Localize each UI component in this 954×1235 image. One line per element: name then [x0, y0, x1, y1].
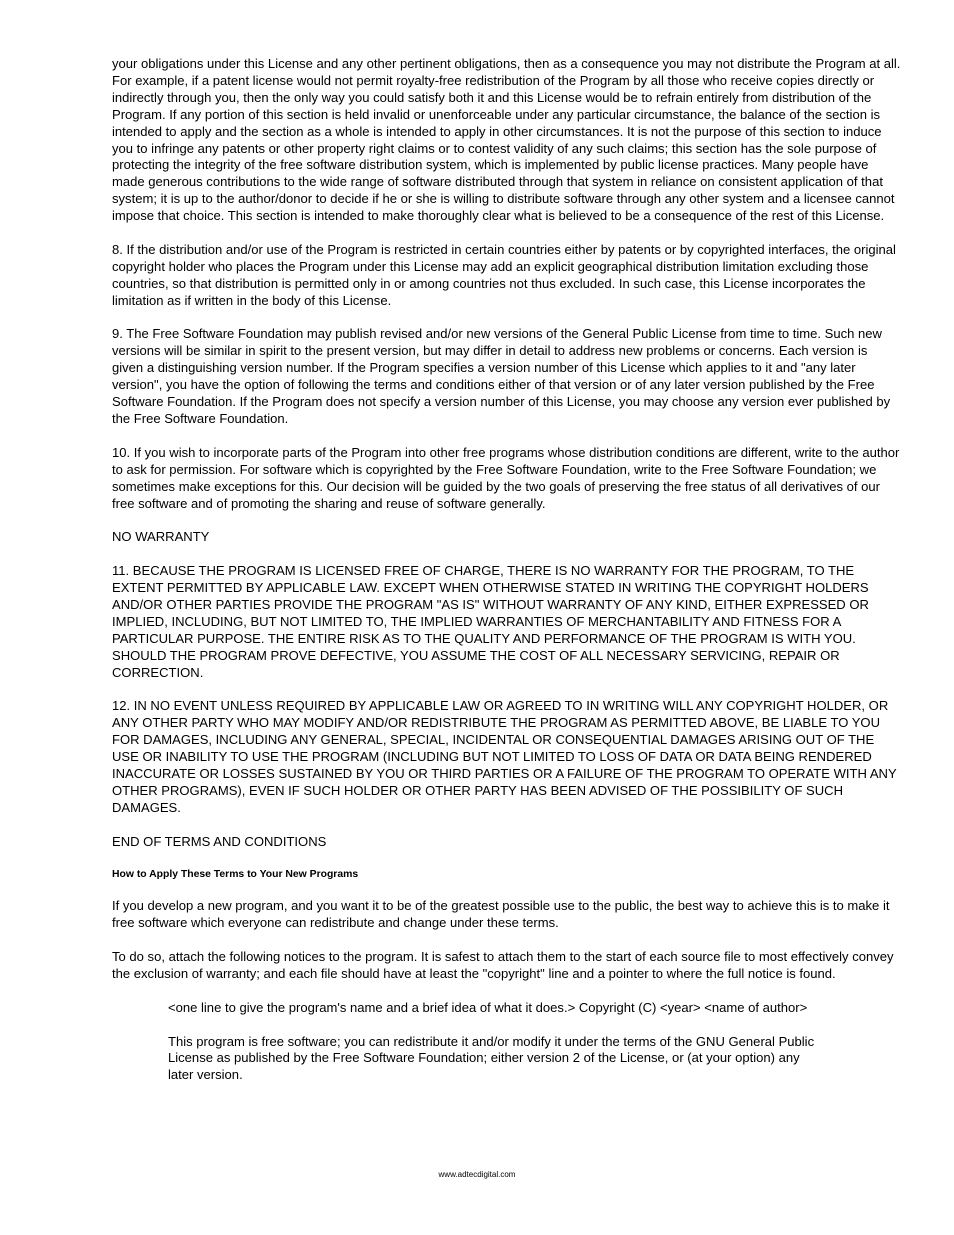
paragraph-section-12: 12. IN NO EVENT UNLESS REQUIRED BY APPLICABLE LAW OR AGREED TO IN WRITING WILL ANY COPYRIGHT HOLDER, OR ANY OTHER PARTY WHO MAY MODIFY AND/OR REDISTRIBUTE THE PROGRAM AS PERMITTED ABOVE, BE LIABLE TO YOU FOR DAMAGES, INCLUDING ANY GENERAL, SPECIAL, INCIDENTAL OR CONSEQUENTIAL DAMAGES ARISING OUT OF THE USE OR INABILITY TO USE THE PROGRAM (INCLUDING BUT NOT LIMITED TO LOSS OF DATA OR DATA BEING RENDERED INACCURATE OR LOSSES SUSTAINED BY YOU OR THIRD PARTIES OR A FAILURE OF THE PROGRAM TO OPERATE WITH ANY OTHER PROGRAMS), EVEN IF SUCH HOLDER OR OTHER PARTY HAS BEEN ADVISED OF THE POSSIBILITY OF SUCH DAMAGES. [112, 698, 897, 815]
how-to-apply-heading: How to Apply These Terms to Your New Programs [112, 869, 359, 881]
paragraph-section-8: 8. If the distribution and/or use of the Program is restricted in certain countries either by patents or by copyrighted interfaces, the original copyright holder who places the Program under this License may add an explicit geographical distribution limitation excluding those countries, so that distribution is permitted only in or among countries not thus excluded. In such case, this License incorporates the limitation as if written in the body of this License. [112, 241, 896, 308]
end-of-terms-heading: END OF TERMS AND CONDITIONS [112, 833, 327, 849]
page-footer-url: www.adtecdigital.com [438, 1170, 516, 1179]
license-document [112, 56, 902, 1101]
no-warranty-heading: NO WARRANTY [112, 529, 210, 545]
paragraph-section-11: 11. BECAUSE THE PROGRAM IS LICENSED FREE OF CHARGE, THERE IS NO WARRANTY FOR THE PROGRAM, TO THE EXTENT PERMITTED BY APPLICABLE LAW. EXCEPT WHEN OTHERWISE STATED IN WRITING THE COPYRIGHT HOLDERS AND/OR OTHER PARTIES PROVIDE THE PROGRAM "AS IS" WITHOUT WARRANTY OF ANY KIND, EITHER EXPRESSED OR IMPLIED, INCLUDING, BUT NOT LIMITED TO, THE IMPLIED WARRANTIES OF MERCHANTABILITY AND FITNESS FOR A PARTICULAR PURPOSE. THE ENTIRE RISK AS TO THE QUALITY AND PERFORMANCE OF THE PROGRAM IS WITH YOU. SHOULD THE PROGRAM PROVE DEFECTIVE, YOU ASSUME THE COST OF ALL NECESSARY SERVICING, REPAIR OR CORRECTION. [112, 563, 869, 680]
paragraph-attach-notices: To do so, attach the following notices to the program. It is safest to attach them to the start of each source file to most effectively convey the exclusion of warranty; and each file should have at least the "copyright" line and a pointer to where the full notice is found. [112, 949, 894, 981]
paragraph-section-10: 10. If you wish to incorporate parts of the Program into other free programs whose distribution conditions are different, write to the author to ask for permission. For software which is copyrighted by the Free Software Foundation, write to the Free Software Foundation; we sometimes make exceptions for this. Our decision will be guided by the two goals of preserving the free status of all derivatives of our free software and of promoting the sharing and reuse of software generally. [112, 444, 900, 511]
notice-copyright-line: <one line to give the program's name and a brief idea of what it does.> Copyright (C) <year> <name of author> [168, 999, 808, 1015]
paragraph-section-7-continued: your obligations under this License and any other pertinent obligations, then as a consequence you may not distribute the Program at all. For example, if a patent license would not permit royalty-free redistribution of the Program by all those who receive copies directly or indirectly through you, then the only way you could satisfy both it and this License would be to refrain entirely from distribution of the Program. If any portion of this section is held invalid or unenforceable under any particular circumstance, the balance of the section is intended to apply and the section as a whole is intended to apply in other circumstances. It is not the purpose of this section to induce you to infringe any patents or other property right claims or to contest validity of any such claims; this section has the sole purpose of protecting the integrity of the free software distribution system, which is implemented by public license practices. Many people have made generous contributions to the wide range of software distributed through that system in reliance on consistent application of that system; it is up to the author/donor to decide if he or she is willing to distribute software through any other system and a licensee cannot impose that choice. This section is intended to make thoroughly clear what is believed to be a consequence of the rest of this License. [112, 56, 901, 224]
paragraph-develop-new-program: If you develop a new program, and you want it to be of the greatest possible use to the public, the best way to achieve this is to make it free software which everyone can redistribute and change under these terms. [112, 898, 890, 931]
paragraph-section-9: 9. The Free Software Foundation may publish revised and/or new versions of the General Public License from time to time. Such new versions will be similar in spirit to the present version, but may differ in detail to address new problems or concerns. Each version is given a distinguishing version number. If the Program specifies a version number of this License which applies to it and "any later version", you have the option of following the terms and conditions either of that version or of any later version published by the Free Software Foundation. If the Program does not specify a version number of this License, you may choose any version ever published by the Free Software Foundation. [112, 326, 891, 426]
notice-free-software: This program is free software; you can redistribute it and/or modify it under the terms of the GNU General Public License as published by the Free Software Foundation; either version 2 of the License, or (at your option) any later version. [168, 1033, 815, 1083]
